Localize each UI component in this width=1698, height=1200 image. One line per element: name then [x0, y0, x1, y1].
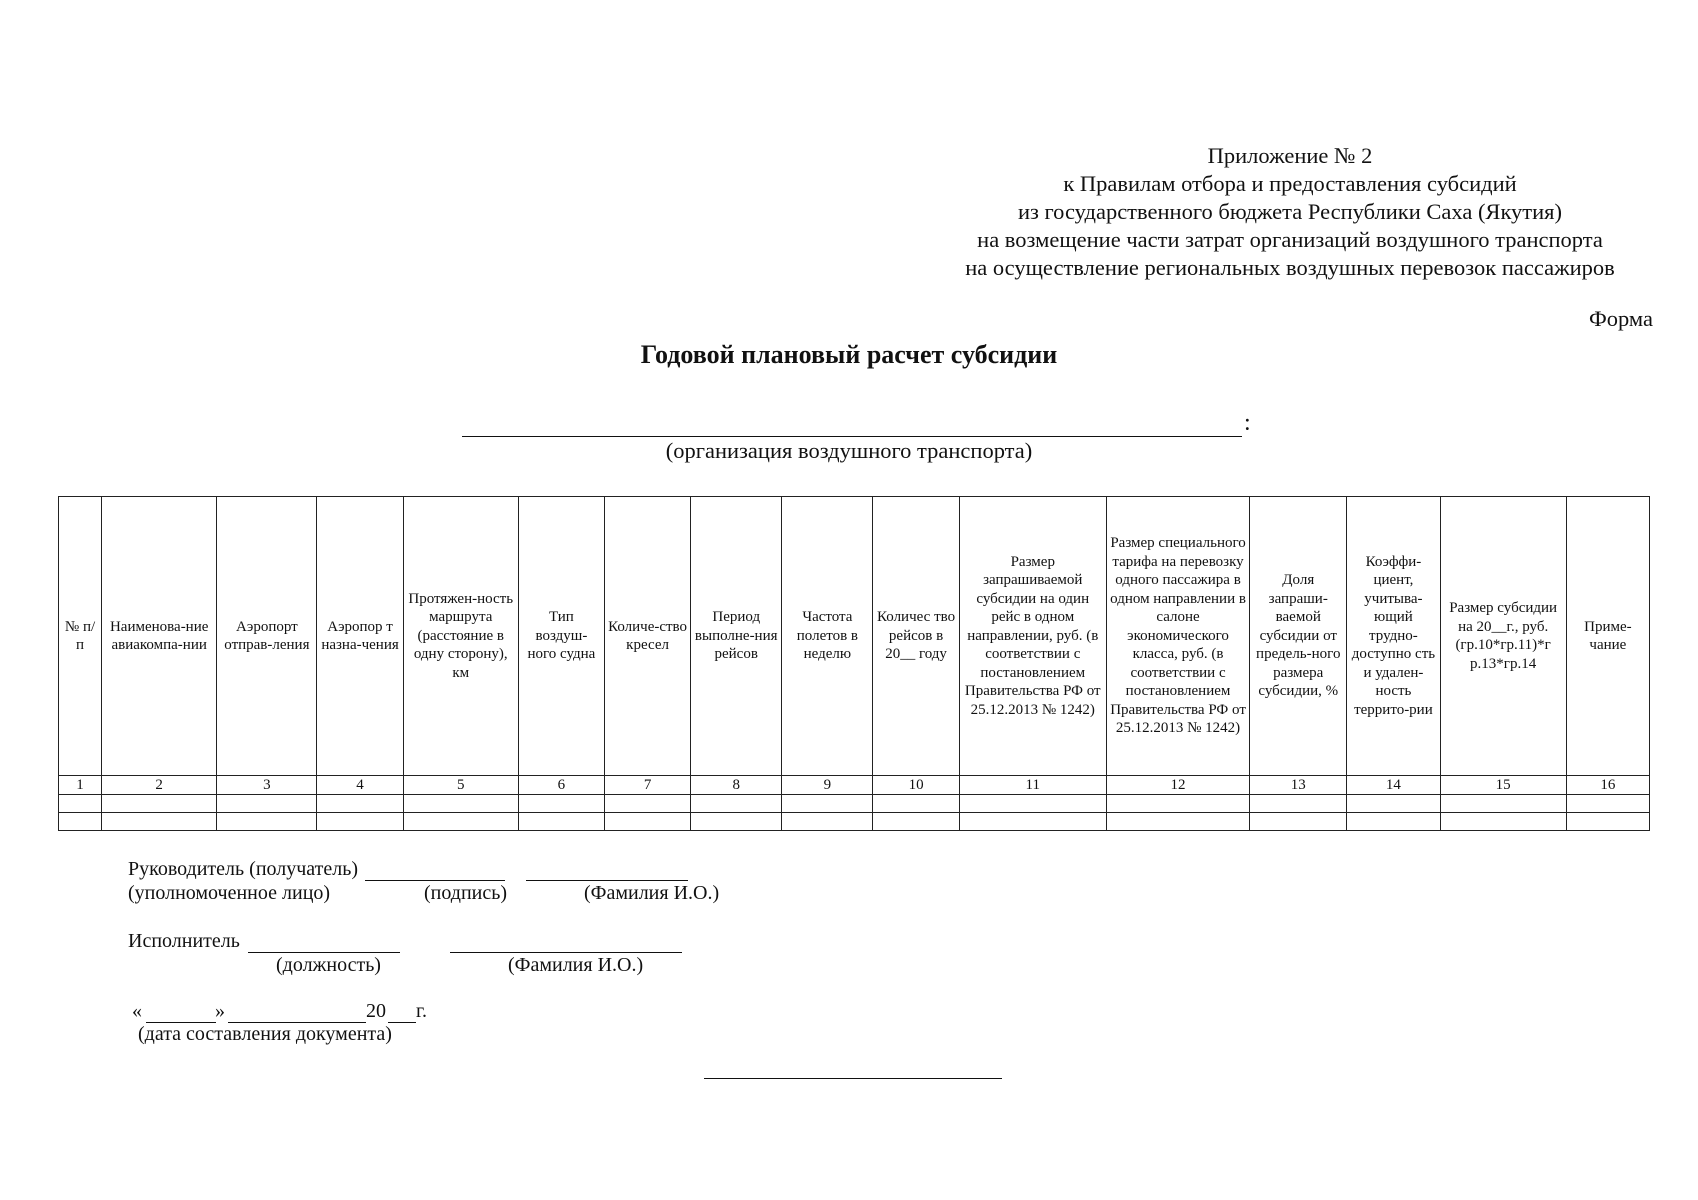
- table-cell[interactable]: [217, 813, 317, 831]
- fio-caption: (Фамилия И.О.): [508, 954, 644, 976]
- table-cell[interactable]: [959, 813, 1106, 831]
- header-cell: Приме-чание: [1566, 497, 1649, 776]
- table-cell[interactable]: [102, 795, 217, 813]
- position-caption: (должность): [276, 954, 381, 976]
- header-cell: Наименова-ние авиакомпа-нии: [102, 497, 217, 776]
- table-cell[interactable]: [604, 813, 690, 831]
- column-number: 9: [782, 776, 873, 795]
- column-number: 3: [217, 776, 317, 795]
- table-cell[interactable]: [1566, 795, 1649, 813]
- table-cell[interactable]: [691, 795, 782, 813]
- header-cell: Размер субсидии на 20__г., руб. (гр.10*гр.11)*г р.13*гр.14: [1440, 497, 1566, 776]
- table-cell[interactable]: [1106, 813, 1249, 831]
- table-cell[interactable]: [518, 813, 604, 831]
- table-cell[interactable]: [403, 795, 518, 813]
- table-cell[interactable]: [1440, 795, 1566, 813]
- column-number: 7: [604, 776, 690, 795]
- annex-line: на возмещение части затрат организаций воздушного транспорта: [977, 227, 1603, 252]
- organization-fill-line[interactable]: [462, 436, 1242, 437]
- organization-caption: (организация воздушного транспорта): [665, 438, 1033, 463]
- annex-header: [930, 142, 1650, 282]
- column-number: 2: [102, 776, 217, 795]
- date-year-suffix: г.: [416, 1000, 427, 1022]
- header-cell: Количе-ство кресел: [604, 497, 690, 776]
- executor-fio-line[interactable]: [450, 952, 682, 953]
- annex-line: Приложение № 2: [1207, 143, 1373, 168]
- document-title: Годовой плановый расчет субсидии: [640, 340, 1058, 369]
- table-cell[interactable]: [317, 795, 403, 813]
- annex-line: из государственного бюджета Республики Саха (Якутия): [1017, 199, 1563, 224]
- head-label: Руководитель (получатель): [128, 858, 359, 880]
- header-cell: № п/ п: [59, 497, 102, 776]
- header-cell: Аэропорт отправ-ления: [217, 497, 317, 776]
- date-close-quote: »: [215, 1000, 225, 1022]
- annex-line: на осуществление региональных воздушных перевозок пассажиров: [965, 255, 1615, 280]
- header-cell: Аэропор т назна-чения: [317, 497, 403, 776]
- table-cell[interactable]: [782, 813, 873, 831]
- table-cell[interactable]: [1250, 795, 1347, 813]
- table-cell[interactable]: [59, 813, 102, 831]
- header-cell: Количес тво рейсов в 20__ году: [873, 497, 959, 776]
- annex-line: к Правилам отбора и предоставления субсидий: [1063, 171, 1517, 196]
- signature-caption: (подпись): [424, 882, 508, 904]
- column-number: 5: [403, 776, 518, 795]
- executor-label: Исполнитель: [128, 930, 240, 952]
- date-caption: (дата составления документа): [138, 1023, 392, 1045]
- organization-colon: :: [1244, 410, 1251, 436]
- column-number: 14: [1347, 776, 1440, 795]
- header-cell: Размер запрашиваемой субсидии на один рейс в одном направлении, руб. (в соответствии с постановлением Правительства РФ от 25.12.2013 № 1242): [959, 497, 1106, 776]
- column-number: 1: [59, 776, 102, 795]
- table-row: [59, 795, 1650, 813]
- table-cell[interactable]: [59, 795, 102, 813]
- table-cell[interactable]: [1347, 795, 1440, 813]
- table-cell[interactable]: [691, 813, 782, 831]
- column-number-row: [59, 776, 1650, 795]
- fio-caption: (Фамилия И.О.): [584, 882, 720, 904]
- header-cell: Тип воздуш-ного судна: [518, 497, 604, 776]
- header-cell: Протяжен-ность маршрута (расстояние в одну сторону), км: [403, 497, 518, 776]
- table-cell[interactable]: [518, 795, 604, 813]
- column-number: 11: [959, 776, 1106, 795]
- column-number: 10: [873, 776, 959, 795]
- table-cell[interactable]: [317, 813, 403, 831]
- header-cell: Период выполне-ния рейсов: [691, 497, 782, 776]
- table-cell[interactable]: [1566, 813, 1649, 831]
- date-open-quote: «: [132, 1000, 142, 1022]
- subsidy-table: [58, 496, 1650, 831]
- header-cell: Доля запраши-ваемой субсидии от предель-ного размера субсидии, %: [1250, 497, 1347, 776]
- table-cell[interactable]: [217, 795, 317, 813]
- table-cell[interactable]: [604, 795, 690, 813]
- header-cell: Частота полетов в неделю: [782, 497, 873, 776]
- header-cell: Коэффи-циент, учитыва-ющий трудно-доступно сть и удален-ность террито-рии: [1347, 497, 1440, 776]
- bottom-divider: [704, 1078, 1002, 1079]
- column-number: 13: [1250, 776, 1347, 795]
- head-signature-line[interactable]: [365, 880, 505, 881]
- table-row: [59, 813, 1650, 831]
- table-cell[interactable]: [1347, 813, 1440, 831]
- table-cell[interactable]: [1106, 795, 1249, 813]
- header-cell: Размер специального тарифа на перевозку одного пассажира в одном направлении в салоне экономического класса, руб. (в соответствии с постановлением Правительства РФ от 25.12.2013 № 1242): [1106, 497, 1249, 776]
- table-cell[interactable]: [1440, 813, 1566, 831]
- column-number: 8: [691, 776, 782, 795]
- column-number: 6: [518, 776, 604, 795]
- header-row: [59, 497, 1650, 776]
- column-number: 12: [1106, 776, 1249, 795]
- table-cell[interactable]: [403, 813, 518, 831]
- column-number: 4: [317, 776, 403, 795]
- form-label: Форма: [1588, 306, 1653, 331]
- column-number: 15: [1440, 776, 1566, 795]
- column-number: 16: [1566, 776, 1649, 795]
- executor-position-line[interactable]: [248, 952, 400, 953]
- head-fio-line[interactable]: [526, 880, 688, 881]
- table-cell[interactable]: [782, 795, 873, 813]
- table-cell[interactable]: [873, 813, 959, 831]
- table-cell[interactable]: [959, 795, 1106, 813]
- date-year-line[interactable]: [388, 1022, 416, 1023]
- head-sub-label: (уполномоченное лицо): [128, 882, 331, 904]
- table-cell[interactable]: [1250, 813, 1347, 831]
- date-year-prefix: 20: [366, 1000, 386, 1022]
- table-cell[interactable]: [873, 795, 959, 813]
- table-cell[interactable]: [102, 813, 217, 831]
